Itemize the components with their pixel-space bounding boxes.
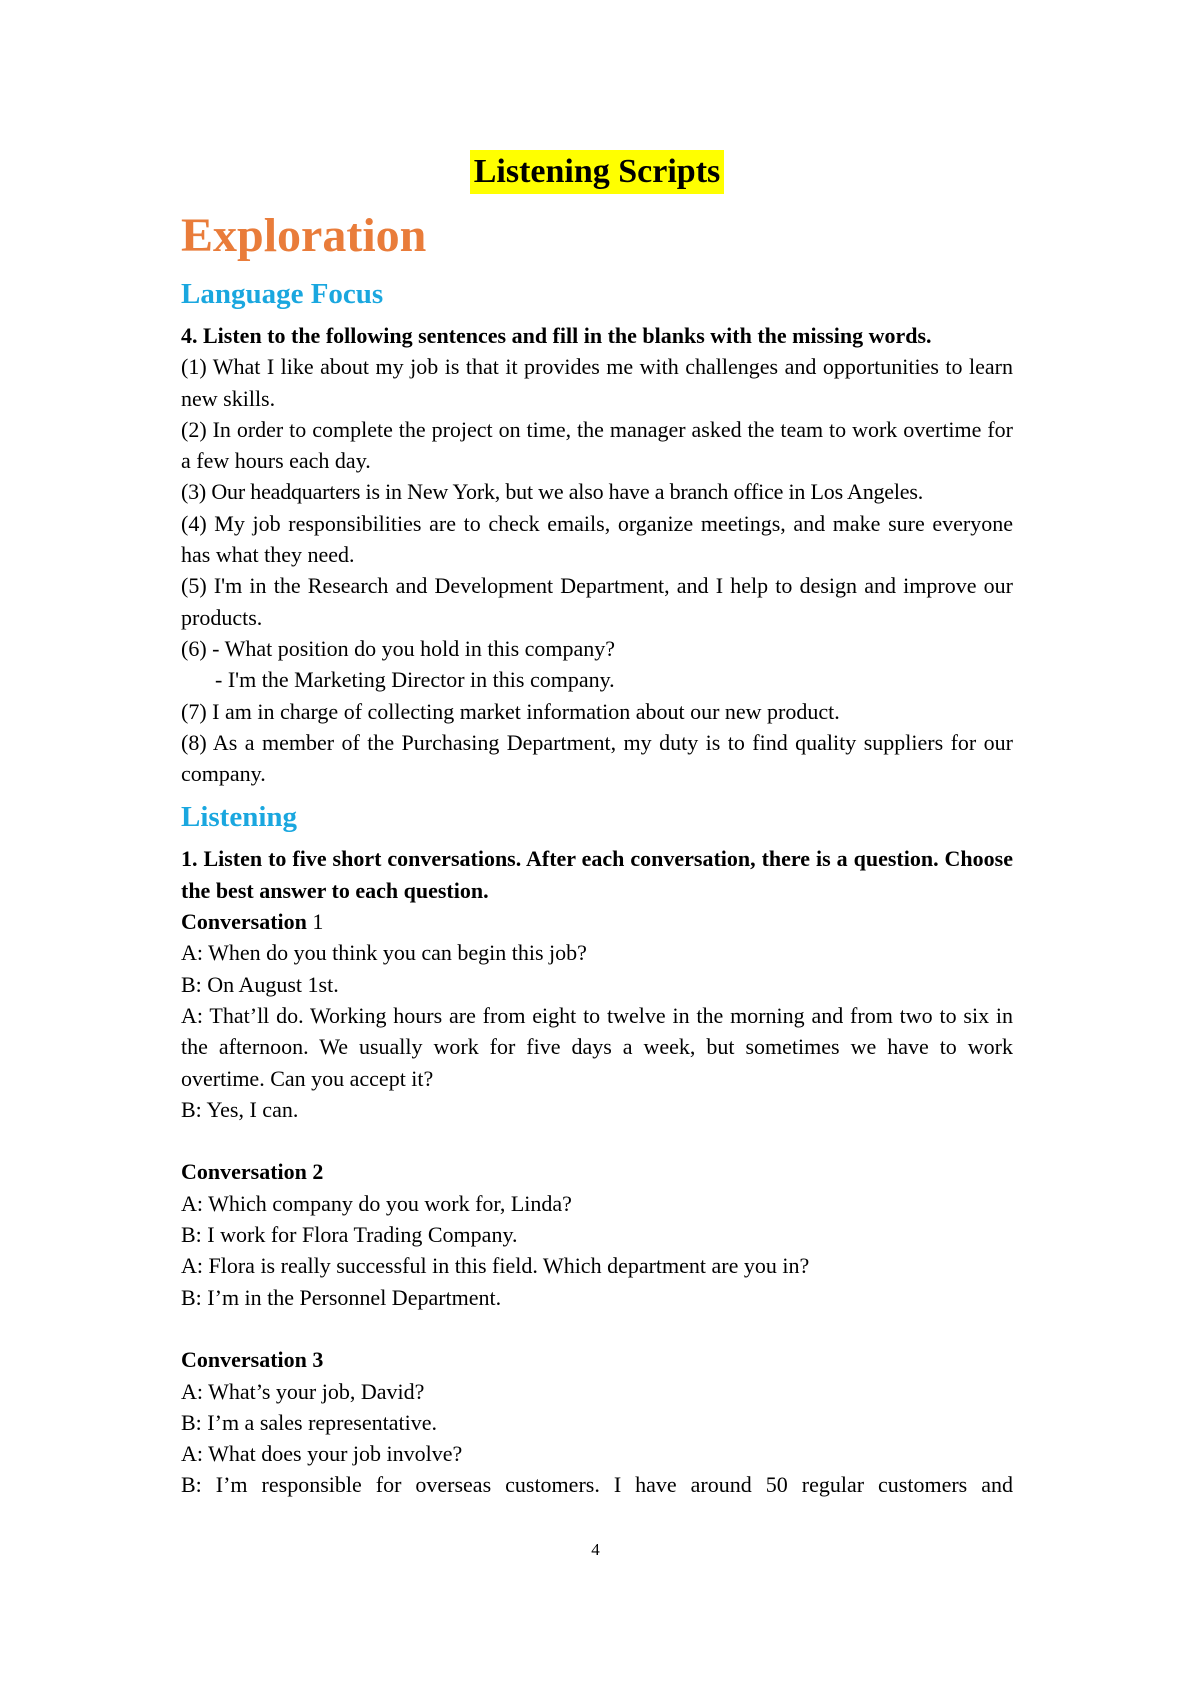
language-focus-line: (6) - What position do you hold in this company? bbox=[181, 635, 616, 661]
language-focus-line: (8) As a member of the Purchasing Department, my duty is to find quality suppliers for our company. bbox=[181, 729, 1013, 787]
language-focus-line: (4) My job responsibilities are to check emails, organize meetings, and make sure everyone has what they need. bbox=[181, 510, 1013, 568]
page-number: 4 bbox=[591, 1540, 600, 1559]
conversation-line: B: Yes, I can. bbox=[181, 1096, 299, 1122]
conversation-label-word: Conversation bbox=[181, 909, 307, 935]
language-focus-line: (5) I'm in the Research and Development Department, and I help to design and improve our products. bbox=[181, 573, 1013, 630]
conversation-line: A: When do you think you can begin this job? bbox=[181, 940, 587, 966]
conversation-line: A: Which company do you work for, Linda? bbox=[181, 1190, 572, 1216]
document-page bbox=[181, 150, 1013, 1501]
conversation-line: A: What does your job involve? bbox=[181, 1441, 463, 1467]
subsection-heading-language-focus: Language Focus bbox=[181, 278, 384, 310]
language-focus-line: - I'm the Marketing Director in this company. bbox=[215, 667, 615, 693]
conversation-line: B: I’m a sales representative. bbox=[181, 1409, 437, 1435]
conversation-line: B: I’m responsible for overseas customers. I have around 50 regular customers and bbox=[181, 1472, 1013, 1498]
conversation-line: B: I work for Flora Trading Company. bbox=[181, 1222, 518, 1248]
title-wrap bbox=[181, 150, 1013, 198]
conversation-line: A: What’s your job, David? bbox=[181, 1378, 425, 1404]
conversation-2-label: Conversation 2 bbox=[181, 1159, 324, 1185]
language-focus-line: (3) Our headquarters is in New York, but we also have a branch office in Los Angeles. bbox=[181, 479, 924, 505]
blank-line bbox=[181, 1125, 1013, 1156]
conversation-3-label: Conversation 3 bbox=[181, 1347, 324, 1373]
listening-instruction: 1. Listen to five short conversations. After each conversation, there is a question. Choose the best answer to each question. bbox=[181, 846, 1013, 903]
language-focus-instruction: 4. Listen to the following sentences and fill in the blanks with the missing words. bbox=[181, 323, 932, 348]
language-focus-line: (7) I am in charge of collecting market information about our new product. bbox=[181, 698, 840, 724]
conversation-label-number: 1 bbox=[306, 909, 324, 935]
section-heading: Exploration bbox=[181, 209, 427, 262]
subsection-heading-listening: Listening bbox=[181, 801, 298, 834]
conversation-line: B: I’m in the Personnel Department. bbox=[181, 1284, 502, 1310]
conversation-line: A: Flora is really successful in this field. Which department are you in? bbox=[181, 1253, 810, 1279]
conversation-1-label bbox=[181, 906, 1013, 937]
document-title: Listening Scripts bbox=[470, 150, 725, 194]
conversation-line: A: That’ll do. Working hours are from eight to twelve in the morning and from two to six in the afternoon. We usually work for five days a week, but sometimes we have to work overtime. Can you accept it? bbox=[181, 1002, 1013, 1091]
conversation-line: B: On August 1st. bbox=[181, 971, 339, 997]
blank-line bbox=[181, 1313, 1013, 1344]
language-focus-line: (2) In order to complete the project on time, the manager asked the team to work overtime for a few hours each day. bbox=[181, 416, 1013, 474]
language-focus-line: (1) What I like about my job is that it provides me with challenges and opportunities to learn new skills. bbox=[181, 354, 1013, 411]
